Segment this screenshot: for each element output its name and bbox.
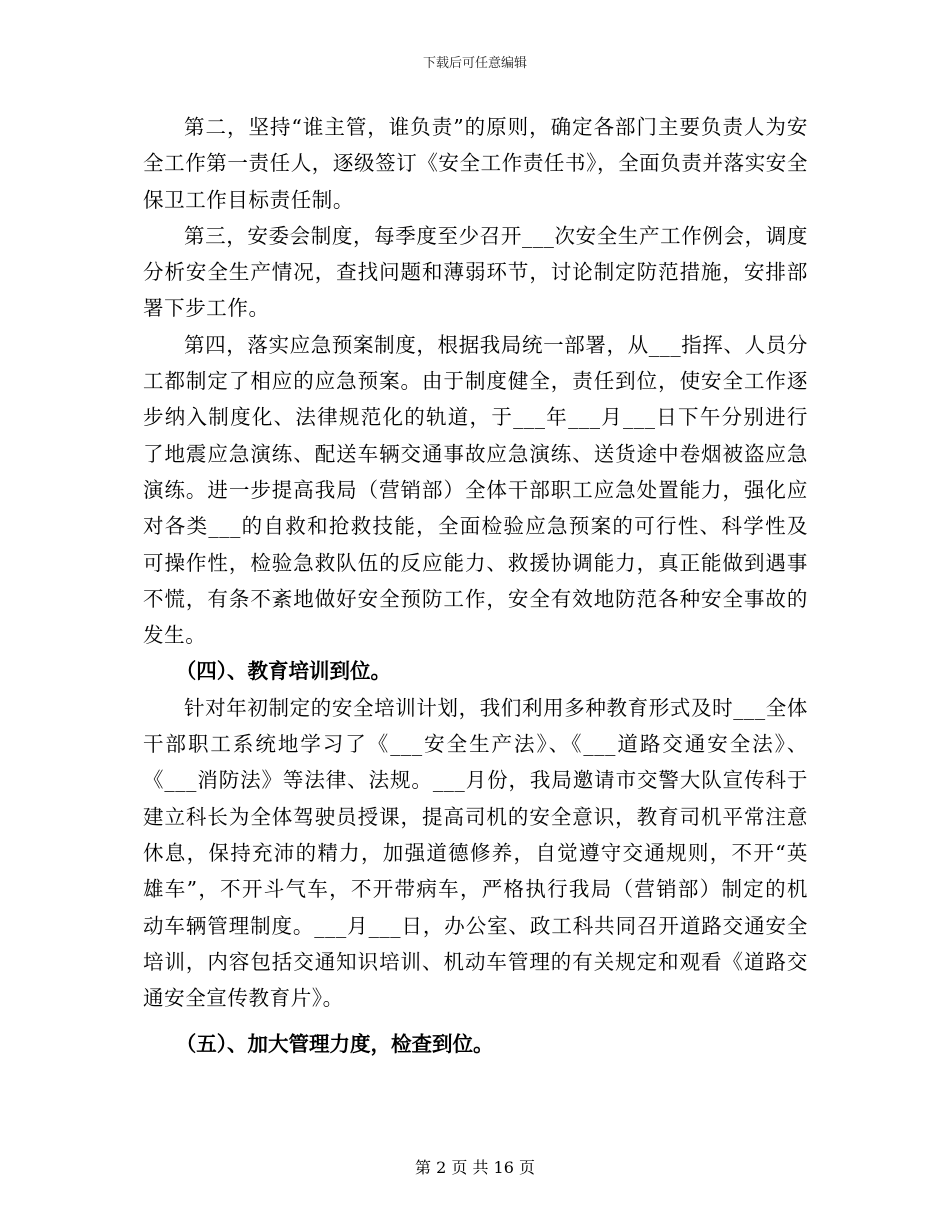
paragraph-second: 第二，坚持“谁主管，谁负责”的原则，确定各部门主要负责人为安全工作第一责任人，逐级签订《安全工作责任书》，全面负责并落实安全保卫工作目标责任制。	[143, 115, 808, 212]
header-note: 下载后可任意编辑	[422, 56, 527, 71]
section-heading-education: （四）、教育培训到位。	[175, 659, 392, 684]
paragraph-fourth: 第四，落实应急预案制度，根据我局统一部署，从___指挥、人员分工都制定了相应的应急预案。由于制度健全，责任到位，使安全工作逐步纳入制度化、法律规范化的轨道，于___年___月___日下午分别进行了地震应急演练、配送车辆交通事故应急演练、送货途中卷烟被盗应急演练。进一步提高我局（营销部）全体干部职工应急处置能力，强化应对各类___的自救和抢救技能，全面检验应急预案的可行性、科学性及可操作性，检验急救队伍的反应能力、救援协调能力，真正能做到遇事不慌，有条不紊地做好安全预防工作，安全有效地防范各种安全事故的发生。	[143, 332, 808, 648]
page-number: 第 2 页 共 16 页	[415, 1158, 535, 1177]
paragraph-education-training: 针对年初制定的安全培训计划，我们利用多种教育形式及时___全体干部职工系统地学习了《___安全生产法》、《___道路交通安全法》、《___消防法》等法律、法规。___月份，我局邀请市交警大队宣传科于建立科长为全体驾驶员授课，提高司机的安全意识，教育司机平常注意休息，保持充沛的精力，加强道德修养，自觉遵守交通规则，不开“英雄车”，不开斗气车，不开带病车，严格执行我局（营销部）制定的机动车辆管理制度。___月___日，办公室、政工科共同召开道路交通安全培训，内容包括交通知识培训、机动车管理的有关规定和观看《道路交通安全宣传教育片》。	[143, 695, 808, 1011]
document-body	[143, 109, 808, 1063]
paragraph-third: 第三，安委会制度，每季度至少召开___次安全生产工作例会，调度分析安全生产情况，查找问题和薄弱环节，讨论制定防范措施，安排部署下步工作。	[143, 223, 808, 321]
section-heading-management: （五）、加大管理力度，检查到位。	[175, 1032, 494, 1057]
